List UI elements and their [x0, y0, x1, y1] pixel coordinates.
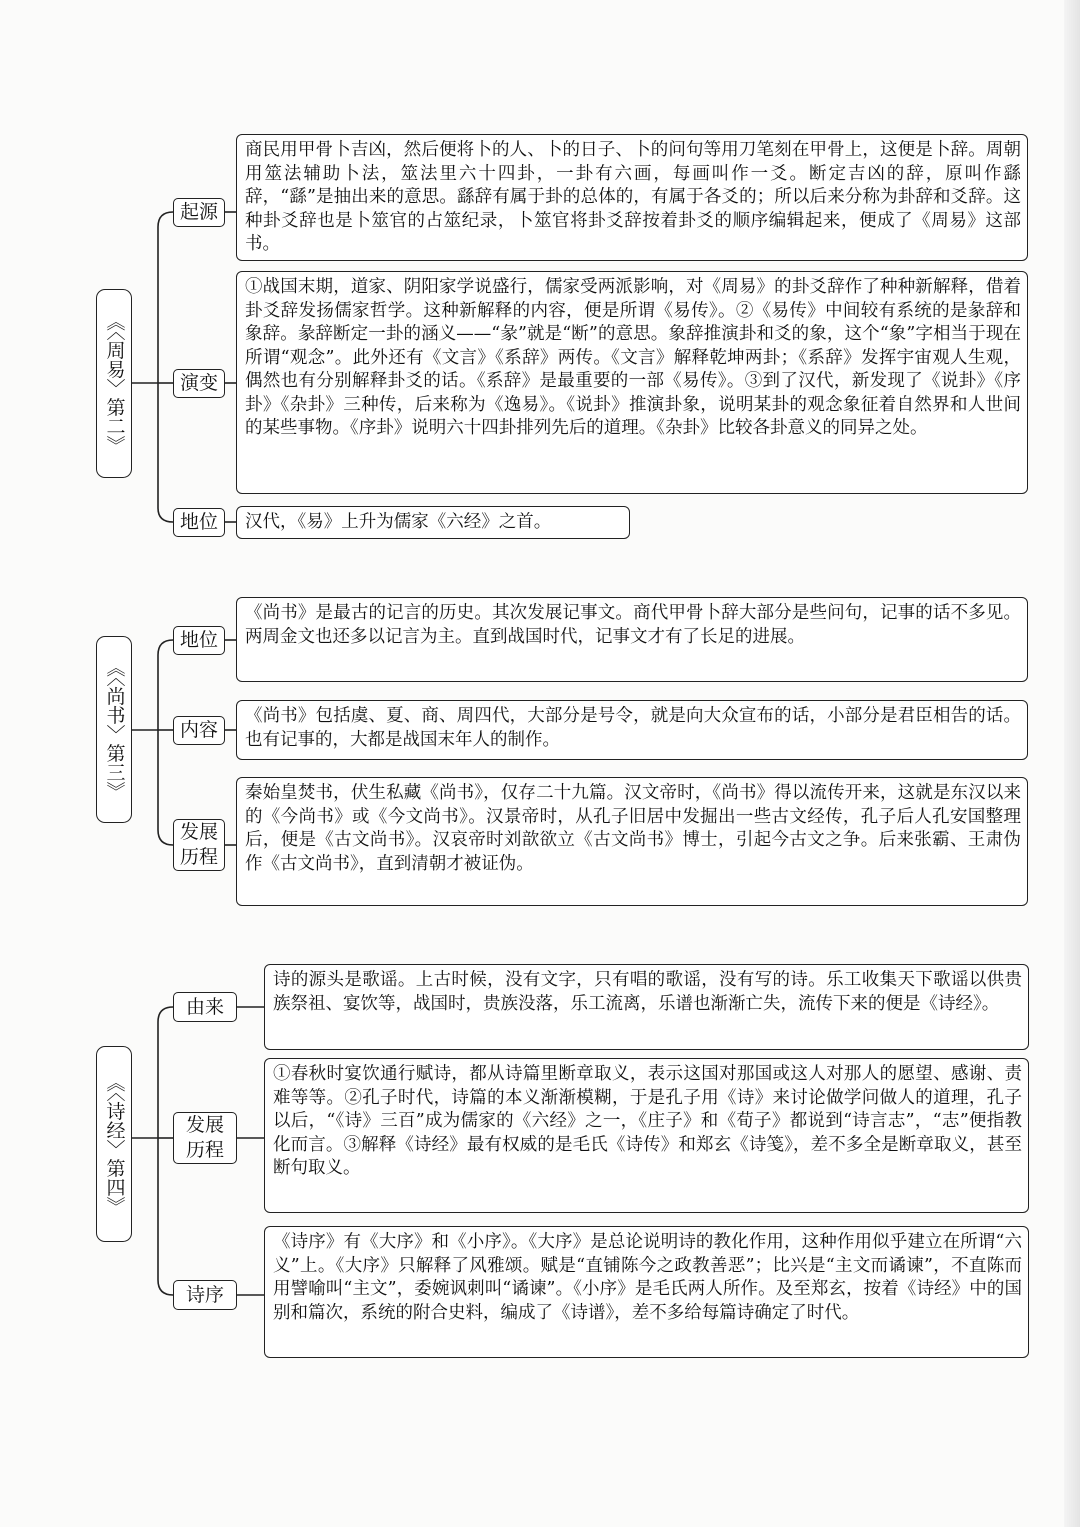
branch-label-text: 演变	[179, 372, 218, 394]
section-title: 《〈诗经〉第四》	[103, 1072, 126, 1216]
branch-label-text: 地位	[179, 511, 218, 533]
branch-content-text: 《尚书》是最古的记言的历史。其次发展记事文。商代甲骨卜辞大部分是些问句，记事的话不多见。两周金文也还多以记言为主。直到战国时代，记事文才有了长足的进展。	[245, 603, 1021, 647]
section-title: 《〈尚书〉第三》	[103, 658, 126, 801]
branch-label-text: 由来	[185, 995, 224, 1018]
branch-label-text: 起源	[179, 201, 218, 223]
branch-label-origin	[173, 992, 237, 1022]
branch-content-text: ①战国末期，道家、阴阳家学说盛行，儒家受两派影响，对《周易》的卦爻辞作了种种新解释，借着卦爻辞发扬儒家哲学。这种新解释的内容，便是所谓《易传》。②《易传》中间较有系统的是彖辞和象辞。彖辞断定一卦的涵义——“彖”就是“断”的意思。象辞推演卦和爻的象，这个“象”字相当于现在所谓“观念”。此外还有《文言》《系辞》两传。《文言》解释乾坤两卦；《系辞》发挥宇宙观人生观，偶然也有分别解释卦爻的话。《系辞》是最重要的一部《易传》。③到了汉代，新发现了《说卦》《序卦》《杂卦》三种传，后来称为《逸易》。《说卦》推演卦象，说明某卦的观念象征着自然界和人世间的某些事物。《序卦》说明六十四卦排列先后的道理。《杂卦》比较各卦意义的同异之处。	[245, 277, 1021, 438]
branch-content-text: 秦始皇焚书，伏生私藏《尚书》，仅存二十九篇。汉文帝时，《尚书》得以流传开来，这就是东汉以来的《今尚书》或《今文尚书》。汉景帝时，从孔子旧居中发掘出一些古文经传，孔子后人孔安国整理后，便是《古文尚书》。汉哀帝时刘歆欲立《古文尚书》博士，引起今古文之争。后来张霸、王肃伪作《古文尚书》，直到清朝才被证伪。	[245, 783, 1021, 874]
branch-label-development	[173, 1112, 237, 1164]
branch-content-text: 《诗序》有《大序》和《小序》。《大序》是总论说明诗的教化作用，这种作用似乎建立在所谓“六义”上。《大序》只解释了风雅颂。赋是“直铺陈今之政教善恶”；比兴是“主文而谲谏”，不直陈而用譬喻叫“主文”，委婉讽刺叫“谲谏”。《小序》是毛氏两人所作。及至郑玄，按着《诗经》中的国别和篇次，系统的附合史料，编成了《诗谱》，差不多给每篇诗确定了时代。	[273, 1232, 1022, 1323]
branch-content-text: 《尚书》包括虞、夏、商、周四代，大部分是号令，就是向大众宣布的话，小部分是君臣相告的话。也有记事的，大都是战国末年人的制作。	[245, 706, 1021, 750]
branch-content-text: 汉代，《易》上升为儒家《六经》之首。	[245, 512, 552, 532]
branch-label-text: 内容	[179, 719, 218, 741]
section-title-box	[96, 1046, 132, 1242]
branch-content-text: 商民用甲骨卜吉凶，然后便将卜的人、卜的日子、卜的问句等用刀笔刻在甲骨上，这便是卜辞。周朝用筮法辅助卜法，筮法里六十四卦，一卦有六画，每画叫作一爻。断定吉凶的辞，原叫作繇辞，“繇”是抽出来的意思。繇辞有属于卦的总体的，有属于各爻的；所以后来分称为卦辞和爻辞。这种卦爻辞也是卜筮官的占筮纪录，卜筮官将卦爻辞按着卦爻的顺序编辑起来，便成了《周易》这部书。	[245, 140, 1021, 254]
branch-label-text: 地位	[179, 629, 218, 651]
branch-content-development	[264, 1058, 1029, 1213]
branch-content-preface	[264, 1226, 1029, 1358]
branch-content-text: 诗的源头是歌谣。上古时候，没有文字，只有唱的歌谣，没有写的诗。乐工收集天下歌谣以供贵族祭祖、宴饮等，战国时，贵族没落，乐工流离，乐谱也渐渐亡失，流传下来的便是《诗经》。	[273, 970, 1022, 1014]
section-title: 《〈周易〉第二》	[103, 312, 126, 455]
branch-content-text: ①春秋时宴饮通行赋诗，都从诗篇里断章取义，表示这国对那国或这人对那人的愿望、感谢、责难等等。②孔子时代，诗篇的本义渐渐模糊，于是孔子用《诗》来讨论做学问做人的道理，孔子以后，“《诗》三百”成为儒家的《六经》之一，《庄子》和《荀子》都说到“诗言志”，“志”便指教化而言。③解释《诗经》最有权威的是毛氏《诗传》和郑玄《诗笺》，差不多全是断章取义，甚至断句取义。	[273, 1064, 1022, 1178]
branch-label-text: 诗序	[185, 1283, 224, 1306]
branch-content-origin	[264, 964, 1029, 1050]
branch-label-preface	[173, 1280, 237, 1310]
branch-label-text: 发展历程	[179, 821, 218, 868]
branch-label-text: 发展历程	[185, 1114, 224, 1161]
